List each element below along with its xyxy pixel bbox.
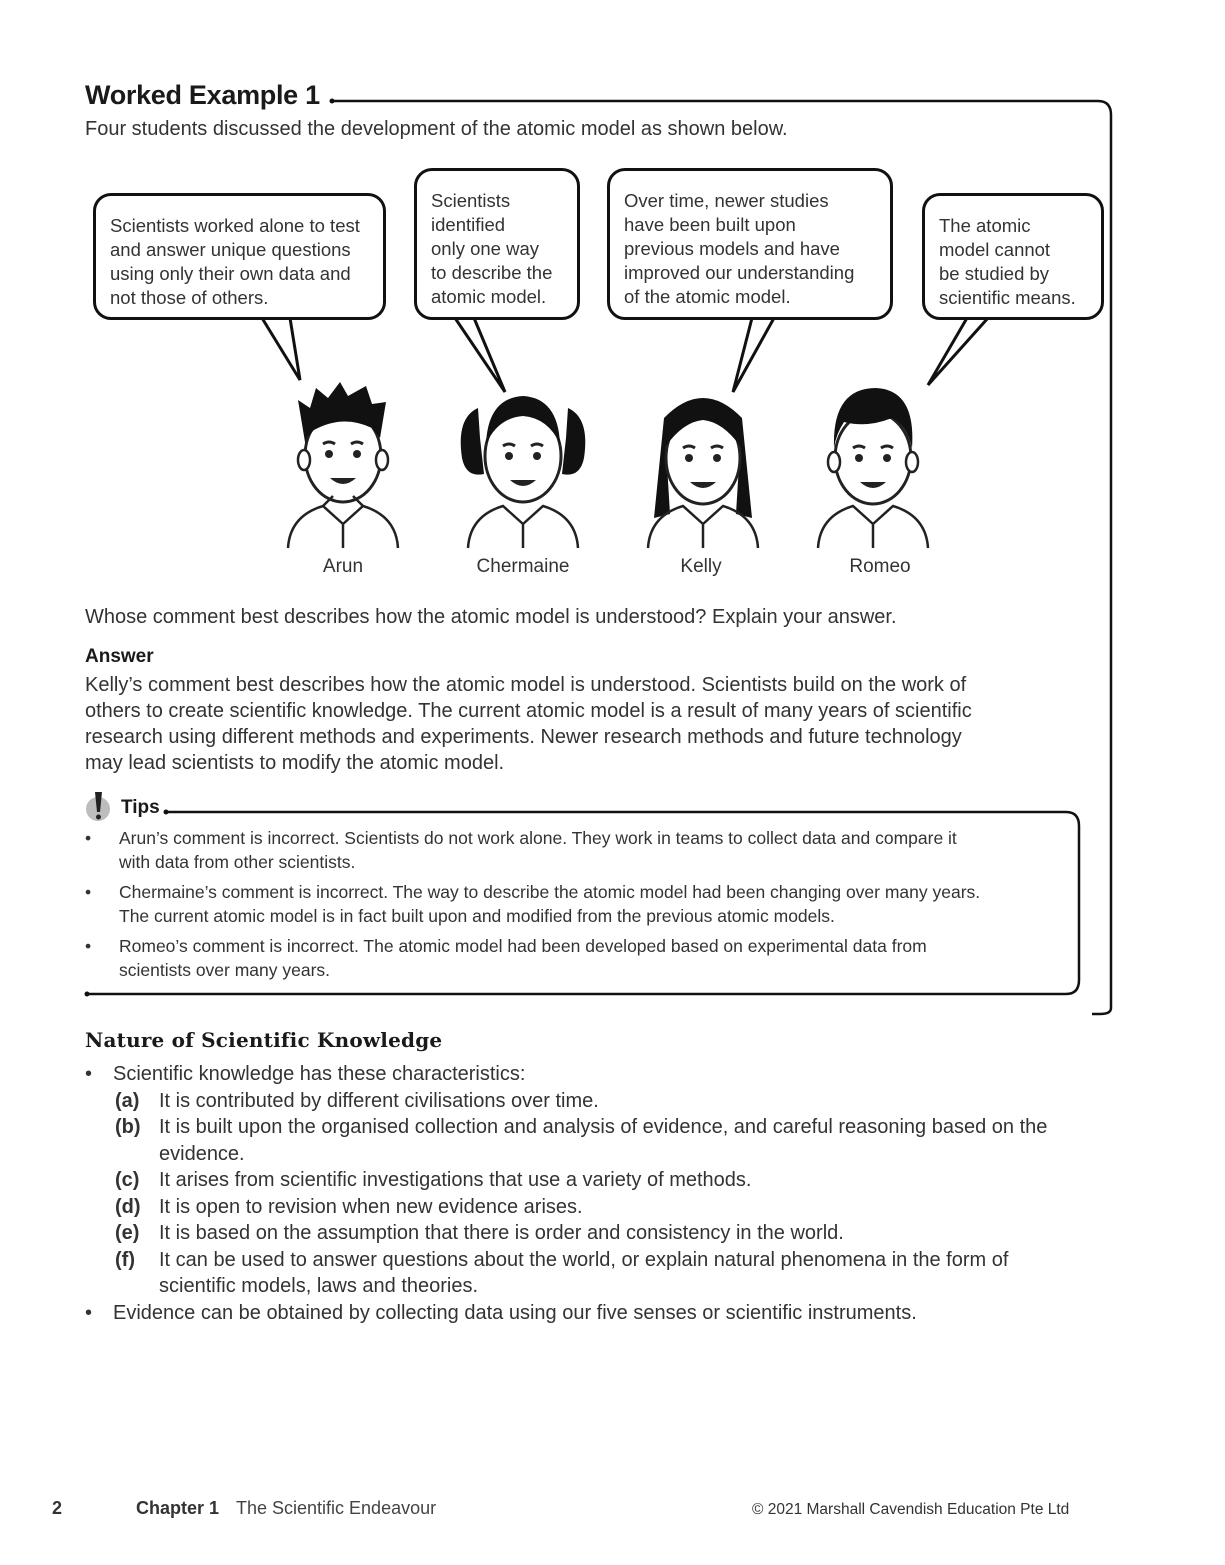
student-name-chermaine: Chermaine (476, 556, 570, 577)
item-label: (f) (115, 1248, 135, 1271)
bullet-text: Scientific knowledge has these characteristics: (113, 1063, 526, 1085)
bubble-line: have been built upon (624, 214, 796, 235)
worked-example-intro: Four students discussed the development of the atomic model as shown below. (85, 118, 788, 140)
bubble-line: be studied by (939, 263, 1050, 284)
tip-item (85, 880, 1070, 928)
bullet: • (85, 936, 92, 956)
tip-item (85, 826, 1070, 874)
bubble-line: and answer unique questions (110, 239, 351, 260)
item-label: (e) (115, 1222, 140, 1244)
tip-line: Arun’s comment is incorrect. Scientists do not work alone. They work in teams to collect data and compare it (119, 828, 957, 848)
characteristic-item (85, 1167, 1125, 1194)
tip-line: with data from other scientists. (119, 852, 356, 872)
bullet: • (85, 882, 92, 902)
speech-bubble-chermaine (414, 168, 580, 320)
tips-heading: Tips (121, 797, 160, 818)
bubble-line: scientific means. (939, 287, 1076, 308)
item-line: evidence. (159, 1142, 245, 1165)
kelly-illustration (628, 378, 778, 558)
speech-bubble-romeo (922, 193, 1104, 320)
romeo-illustration (798, 378, 948, 558)
student-name-romeo: Romeo (849, 556, 911, 577)
bubble-line: identified (431, 214, 506, 235)
bullet: • (85, 828, 92, 848)
tip-line: The current atomic model is in fact built upon and modified from the previous atomic models. (119, 906, 835, 926)
bubble-line: using only their own data and (110, 263, 351, 284)
tip-line: Romeo’s comment is incorrect. The atomic model had been developed based on experimental data from (119, 936, 927, 956)
speech-bubble-arun (93, 193, 386, 320)
answer-line: Kelly’s comment best describes how the atomic model is understood. Scientists build on the work of (85, 674, 967, 696)
exclamation-icon (84, 790, 114, 824)
tip-line: scientists over many years. (119, 960, 331, 980)
answer-line: others to create scientific knowledge. The current atomic model is a result of many years of scientific (85, 700, 972, 722)
bubble-line: Scientists (431, 190, 511, 211)
copyright: © 2021 Marshall Cavendish Education Pte Ltd (752, 1501, 1070, 1518)
chapter-title: The Scientific Endeavour (236, 1498, 437, 1518)
item-line: It is based on the assumption that there is order and consistency in the world. (159, 1222, 844, 1244)
item-line: It is contributed by different civilisations over time. (159, 1089, 599, 1112)
student-name-kelly: Kelly (680, 556, 722, 577)
bubble-line: of the atomic model. (624, 286, 791, 307)
item-label: (c) (115, 1169, 140, 1191)
characteristic-item (85, 1088, 1125, 1115)
bullet-text: Evidence can be obtained by collecting data using our five senses or scientific instruments. (113, 1301, 917, 1324)
item-label: (b) (115, 1116, 141, 1138)
characteristic-item (85, 1247, 1125, 1300)
bullet: • (85, 1063, 93, 1085)
item-line: It can be used to answer questions about the world, or explain natural phenomena in the form of (159, 1248, 1009, 1271)
bubble-line: only one way (431, 238, 539, 259)
bubble-line: to describe the (431, 262, 553, 283)
bullet-item (85, 1061, 1125, 1088)
bubble-line: previous models and have (624, 238, 840, 259)
bullet: • (85, 1301, 93, 1324)
arun-illustration (268, 378, 418, 558)
bubble-line: The atomic (939, 215, 1031, 236)
item-line: It arises from scientific investigations that use a variety of methods. (159, 1169, 752, 1191)
item-line: It is open to revision when new evidence arises. (159, 1195, 583, 1218)
answer-line: may lead scientists to modify the atomic model. (85, 752, 505, 774)
bubble-line: Scientists worked alone to test (110, 215, 360, 236)
tips-list (85, 826, 1070, 988)
student-name-arun: Arun (322, 556, 364, 577)
bubble-line: model cannot (939, 239, 1051, 260)
item-label: (a) (115, 1089, 140, 1112)
worked-example-title: Worked Example 1 (85, 80, 320, 110)
bubble-line: improved our understanding (624, 262, 855, 283)
section-heading: Nature of Scientific Knowledge (85, 1028, 443, 1052)
bubble-line: atomic model. (431, 286, 547, 307)
speech-bubble-kelly (607, 168, 893, 320)
characteristic-item (85, 1194, 1125, 1221)
answer-text (85, 672, 1085, 776)
answer-heading: Answer (85, 646, 154, 667)
item-line: It is built upon the organised collection and analysis of evidence, and careful reasoning based on the (159, 1116, 1048, 1138)
page-number: 2 (52, 1498, 63, 1518)
nature-list (85, 1061, 1125, 1326)
item-label: (d) (115, 1195, 141, 1218)
bubble-line: Over time, newer studies (624, 190, 829, 211)
item-line: scientific models, laws and theories. (159, 1275, 479, 1297)
question-text: Whose comment best describes how the atomic model is understood? Explain your answer. (85, 606, 897, 628)
answer-line: research using different methods and experiments. Newer research methods and future technology (85, 726, 962, 748)
bubble-line: not those of others. (110, 287, 269, 308)
chermaine-illustration (448, 378, 598, 558)
characteristic-item (85, 1114, 1125, 1167)
characteristic-item (85, 1220, 1125, 1247)
bullet-item (85, 1300, 1125, 1327)
chapter-label: Chapter 1 (136, 1498, 220, 1518)
tip-item (85, 934, 1070, 982)
tip-line: Chermaine’s comment is incorrect. The way to describe the atomic model had been changing over many years. (119, 882, 981, 902)
